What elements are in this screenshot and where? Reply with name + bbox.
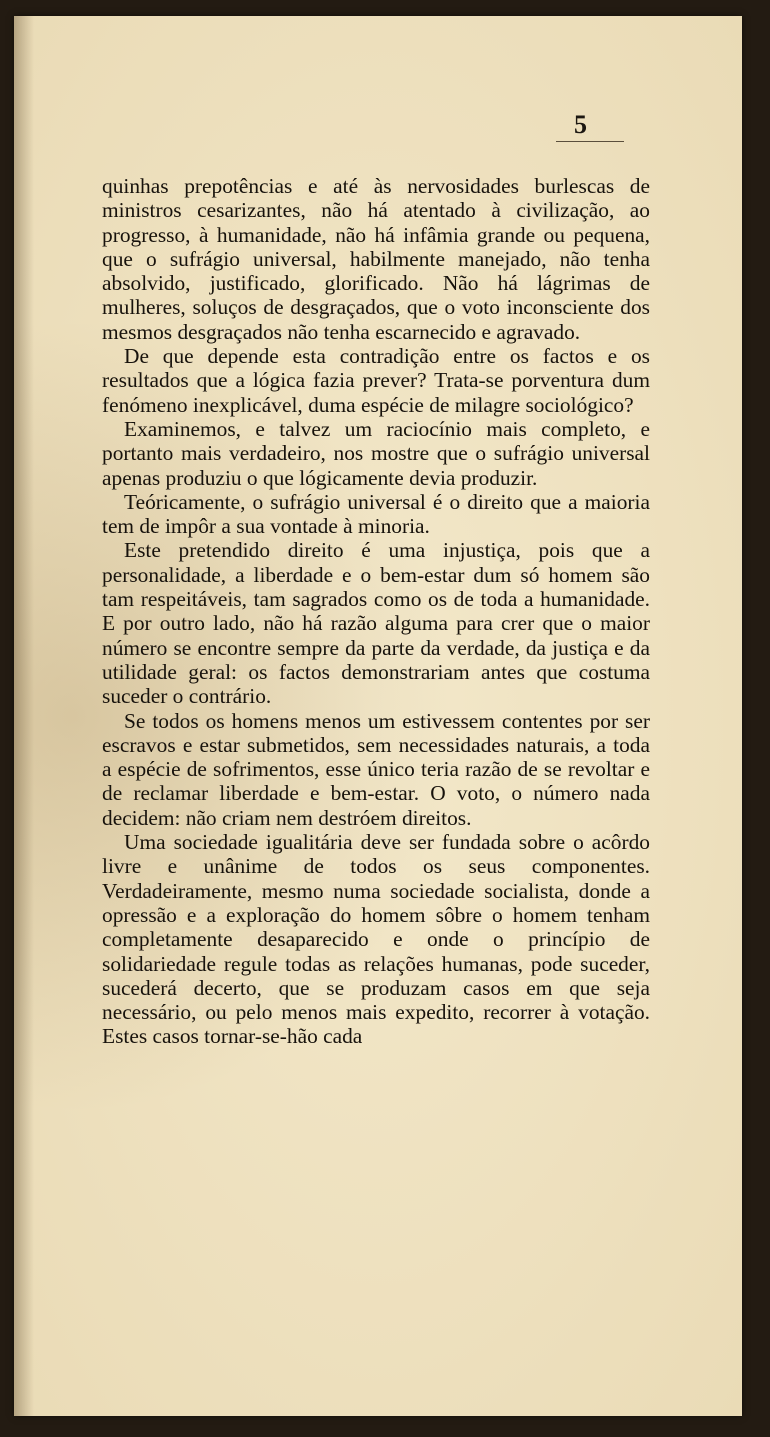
paragraph-1: quinhas prepotências e até às nervosidades burlescas de ministros cesarizantes, não há atentado à civilização, ao progresso, à humanidade, não há infâmia grande ou pequena, que o sufrágio universal, habilmente manejado, não tenha absolvido, justificado, glorificado. Não há lágrimas de mulheres, soluços de desgraçados, que o voto inconsciente dos mesmos desgraçados não tenha escarnecido e agravado. <box>102 174 650 344</box>
page-number-rule <box>556 141 624 142</box>
paragraph-4: Teóricamente, o sufrágio universal é o direito que a maioria tem de impôr a sua vontade à minoria. <box>102 489 650 539</box>
page-number: 5 <box>574 110 587 139</box>
paragraph-5: Este pretendido direito é uma injustiça, pois que a personalidade, a liberdade e o bem-estar dum só homem são tam respeitáveis, tam sagrados como os de toda a humanidade. E por outro lado, não há razão alguma para crer que o maior número se encontre sempre da parte da verdade, da justiça e da utilidade geral: os factos demonstrariam antes que costuma suceder o contrário. <box>102 538 650 709</box>
paragraph-2: De que depende esta contradição entre os factos e os resultados que a lógica fazia prever? Trata-se porventura dum fenómeno inexplicável, duma espécie de milagre sociológico? <box>102 344 650 417</box>
page-gutter-shadow <box>14 16 34 1416</box>
paragraph-7: Uma sociedade igualitária deve ser fundada sobre o acôrdo livre e unânime de todos os seus componentes. Verdadeiramente, mesmo numa sociedade socialista, donde a opressão e a exploração do homem sôbre o homem tenham completamente desaparecido e onde o princípio de solidariedade regule todas as relações humanas, pode suceder, sucederá decerto, que se produzam casos em que seja necessário, ou pelo menos mais expedito, recorrer à votação. Estes casos tornar-se-hão cada <box>102 830 650 1049</box>
paragraph-6: Se todos os homens menos um estivessem contentes por ser escravos e estar submetidos, sem necessidades naturais, a toda a espécie de sofrimentos, esse único teria razão de se revoltar e de reclamar liberdade e bem-estar. O voto, o número nada decidem: não criam nem destróem direitos. <box>102 708 650 830</box>
book-page <box>14 16 742 1416</box>
paragraph-3: Examinemos, e talvez um raciocínio mais completo, e portanto mais verdadeiro, nos mostre que o sufrágio universal apenas produziu o que lógicamente devia produzir. <box>102 416 650 490</box>
body-text <box>102 174 650 1049</box>
